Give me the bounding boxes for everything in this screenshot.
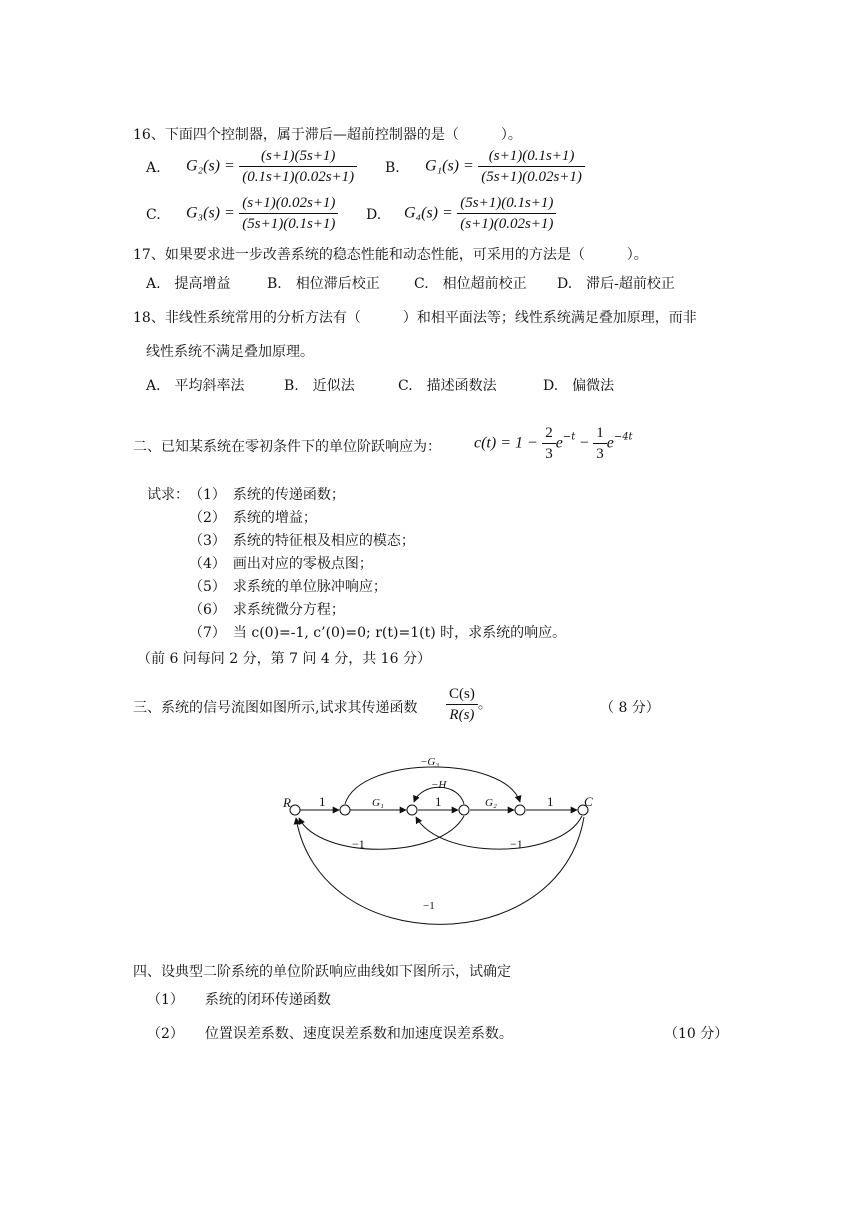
q16-option-c-denominator: (5s+1)(0.1s+1) — [242, 216, 336, 232]
node-c-label: C — [584, 794, 593, 809]
sec2-eq-frac1-num: 2 — [542, 423, 556, 444]
sec2-eq-frac1-den: 3 — [545, 446, 553, 462]
sec2-score: （前 6 问每问 2 分，第 7 问 4 分，共 16 分） — [137, 651, 431, 667]
q17-option-d: D. 滞后-超前校正 — [557, 276, 675, 292]
q16-option-d-lhs: G₄(s) = — [404, 204, 453, 222]
sec2-item-6: （6） 求系统微分方程； — [189, 602, 345, 618]
sec2-item-7: （7） 当 c(0)=-1, c’(0)=0; r(t)=1(t) 时，求系统的响应。 — [189, 625, 567, 641]
sec4-item-1: （1） 系统的闭环传递函数 — [147, 992, 331, 1008]
gain-1c-label: 1 — [547, 794, 554, 809]
q18-option-b: B. 近似法 — [284, 378, 355, 394]
q18-option-c: C. 描述函数法 — [398, 378, 497, 394]
sec3-stem: 三、系统的信号流图如图所示,试求其传递函数 — [133, 700, 418, 716]
sec2-eq-exp1: −t — [562, 431, 576, 443]
sec4-item-2: （2） 位置误差系数、速度误差系数和加速度误差系数。 — [147, 1026, 513, 1042]
node-n3 — [459, 805, 469, 815]
sec2-stem: 二、已知某系统在零初条件下的单位阶跃响应为： — [133, 439, 441, 455]
q16-option-b-denominator: (5s+1)(0.02s+1) — [481, 169, 582, 185]
sec4-score: （10 分） — [664, 1026, 729, 1042]
sec2-eq-frac2-den: 3 — [596, 446, 604, 462]
q16-option-c-label: C. — [146, 207, 161, 223]
sec3-stem-end: 。 — [477, 696, 492, 713]
q17-stem: 17、如果要求进一步改善系统的稳态性能和动态性能，可采用的方法是（ ）。 — [133, 247, 648, 263]
q17-option-b: B. 相位滞后校正 — [267, 276, 380, 292]
sec2-item-1: （1） 系统的传递函数； — [189, 487, 345, 503]
q16-option-d-label: D. — [366, 207, 382, 223]
sec3-frac-num: C(s) — [446, 684, 478, 705]
sec2-item-4: （4） 画出对应的零极点图； — [189, 556, 373, 572]
node-r — [290, 805, 300, 815]
sec2-item-2: （2） 系统的增益； — [189, 510, 317, 526]
sec2-ask-prefix: 试求： — [147, 487, 189, 503]
sec2-item-5: （5） 求系统的单位脉冲响应； — [189, 579, 387, 595]
node-n1 — [340, 805, 350, 815]
node-n2 — [407, 805, 417, 815]
q16-stem: 16、下面四个控制器，属于滞后—超前控制器的是（ ）。 — [133, 127, 522, 143]
q17-option-a: A. 提高增益 — [146, 276, 231, 292]
q16-option-b-lhs: G₁(s) = — [425, 157, 474, 175]
gain-1b-label: 1 — [435, 794, 442, 809]
branch-fb1 — [299, 816, 464, 849]
q18-option-a: A. 平均斜率法 — [146, 378, 245, 394]
q16-option-a-lhs: G₂(s) = — [186, 157, 235, 175]
gain-g1-label: G₁ — [372, 797, 384, 809]
q16-option-c-numerator: (s+1)(0.02s+1) — [239, 193, 338, 214]
q16-option-c-lhs: G₃(s) = — [186, 204, 235, 222]
gain-g2-label: G₂ — [485, 797, 497, 809]
sec2-eq-e2: e — [606, 434, 614, 452]
node-n4 — [515, 805, 525, 815]
q18-stem-line2: 线性系统不满足叠加原理。 — [146, 344, 314, 360]
q16-option-b-numerator: (s+1)(0.1s+1) — [478, 146, 585, 167]
sec2-eq-minus: − — [579, 434, 589, 452]
q16-option-d-numerator: (5s+1)(0.1s+1) — [457, 193, 556, 214]
q16-option-a-denominator: (0.1s+1)(0.02s+1) — [242, 169, 355, 185]
q17-option-c: C. 相位超前校正 — [414, 276, 527, 292]
sec2-eq-lhs: c(t) = 1 − — [474, 434, 538, 452]
branch-fb2 — [416, 816, 582, 849]
q16-option-b-label: B. — [385, 160, 400, 176]
sec2-item-3: （3） 系统的特征根及相应的模态； — [189, 533, 415, 549]
gain-fb3-label: −1 — [423, 900, 435, 912]
gain-1a-label: 1 — [319, 794, 326, 809]
gain-fb1-label: −1 — [352, 837, 365, 851]
q18-option-d: D. 偏微法 — [543, 378, 615, 394]
q16-option-a-label: A. — [146, 160, 161, 176]
sec4-stem: 四、设典型二阶系统的单位阶跃响应曲线如下图所示，试确定 — [133, 964, 511, 980]
gain-g3-label: −G₃ — [420, 756, 440, 768]
sec2-eq-exp2: −4t — [613, 431, 633, 443]
q16-option-d-denominator: (s+1)(0.02s+1) — [460, 216, 554, 232]
q16-option-a-numerator: (s+1)(5s+1) — [239, 146, 357, 167]
q18-stem-line1: 18、非线性系统常用的分析方法有（ ）和相平面法等；线性系统满足叠加原理，而非 — [133, 310, 697, 326]
sec2-eq-e1: e — [555, 434, 563, 452]
sec3-score: （ 8 分） — [600, 700, 660, 716]
sec2-eq-frac2-num: 1 — [593, 423, 607, 444]
sec3-frac-den: R(s) — [449, 707, 475, 723]
node-r-label: R — [283, 795, 291, 810]
gain-h-label: −H — [431, 779, 447, 791]
gain-fb2-label: −1 — [510, 837, 523, 851]
branch-fb3 — [296, 817, 584, 924]
